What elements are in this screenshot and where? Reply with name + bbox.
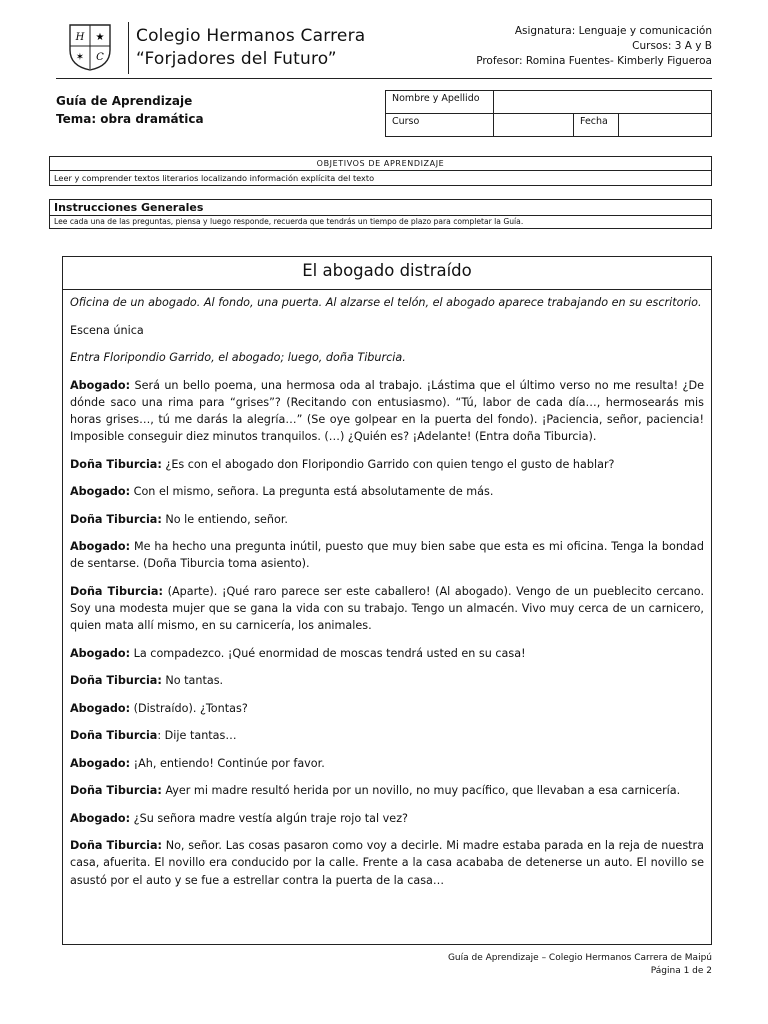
speaker-name: Abogado: — [70, 646, 131, 660]
reading-paragraph — [70, 837, 704, 889]
reading-paragraph — [70, 672, 704, 689]
dialogue-text: No le entiendo, señor. — [161, 512, 288, 526]
reading-title: El abogado distraído — [63, 257, 711, 290]
speaker-name: Abogado: — [70, 485, 131, 499]
speaker-name: Abogado: — [70, 701, 131, 715]
reading-paragraph — [70, 583, 704, 635]
dialogue-text: : Dije tantas… — [157, 729, 237, 743]
speaker-name: Abogado: — [70, 540, 131, 554]
reading-paragraph — [70, 782, 704, 799]
course-field[interactable] — [494, 114, 574, 137]
dialogue-text: Ayer mi madre resultó herida por un novillo, no muy pacífico, que llevaban a esa carnicería. — [161, 784, 681, 798]
dialogue-text: ¿Es con el abogado don Floripondio Garrido con quien tengo el gusto de hablar? — [161, 457, 615, 471]
dialogue-text: (Aparte). ¡Qué raro parece ser este caballero! (Al abogado). Vengo de un pueblecito cercano. Soy una modesta mujer que se gana la vida con su trabajo. Tengo un almacén. Vivo muy cerca de un carnicero, quien mata allí mismo, en su carnicería, los animales. — [70, 584, 705, 633]
svg-text:H: H — [75, 32, 85, 43]
reading-paragraph — [70, 645, 704, 662]
reading-paragraph — [70, 810, 704, 827]
reading-paragraph — [70, 349, 704, 366]
footer-guide-line: Guía de Aprendizaje – Colegio Hermanos Carrera de Maipú — [447, 953, 712, 963]
reading-paragraph — [70, 727, 704, 744]
instructions-heading: Instrucciones Generales — [50, 200, 711, 216]
reading-box — [62, 256, 712, 945]
reading-paragraph — [70, 322, 704, 339]
name-label: Nombre y Apellido — [386, 91, 494, 114]
reading-paragraph — [70, 483, 704, 500]
dialogue-text: Con el mismo, señora. La pregunta está absolutamente de más. — [130, 485, 494, 499]
courses-line: Cursos: 3 A y B — [632, 40, 712, 52]
speaker-name: Doña Tiburcia: — [70, 457, 162, 471]
speaker-name: Abogado: — [70, 378, 131, 392]
objectives-text: Leer y comprender textos literarios localizando información explícita del texto — [54, 173, 375, 183]
dialogue-text: ¿Su señora madre vestía algún traje rojo tal vez? — [130, 811, 408, 825]
dialogue-text: No tantas. — [161, 674, 224, 688]
speaker-name: Doña Tiburcia: — [70, 674, 162, 688]
page-number: Página 1 de 2 — [650, 966, 712, 976]
dialogue-text: (Distraído). ¿Tontas? — [130, 701, 248, 715]
svg-text:★: ★ — [95, 32, 105, 43]
reading-paragraph — [70, 456, 704, 473]
objectives-heading: OBJETIVOS DE APRENDIZAJE — [50, 157, 711, 171]
teacher-line: Profesor: Romina Fuentes- Kimberly Figueroa — [476, 55, 712, 67]
dialogue-text: La compadezco. ¡Qué enormidad de moscas tendrá usted en su casa! — [130, 646, 526, 660]
name-field[interactable] — [494, 91, 712, 114]
dialogue-text: Me ha hecho una pregunta inútil, puesto que muy bien sabe que esta es mi oficina. Tenga la bondad de sentarse. (Doña Tiburcia toma asiento). — [70, 540, 704, 571]
page-footer — [448, 952, 712, 978]
dialogue-text: ¡Ah, entiendo! Continúe por favor. — [130, 756, 325, 770]
speaker-name: Doña Tiburcia: — [70, 839, 162, 853]
header-rule — [56, 78, 712, 79]
date-field[interactable] — [619, 114, 712, 137]
reading-paragraph — [70, 538, 704, 572]
reading-paragraph — [70, 511, 704, 528]
reading-paragraph — [70, 377, 704, 446]
subject-line: Asignatura: Lenguaje y comunicación — [514, 25, 712, 37]
header-divider — [128, 22, 129, 74]
date-label: Fecha — [574, 114, 619, 137]
dialogue-text: No, señor. Las cosas pasaron como voy a decirle. Mi madre estaba parada en la reja de nuestra casa, afuerita. El novillo era conducido por la calle. Frente a la casa acababa de detenerse un auto. El novillo se asustó por el auto y se fue a estrellar contra la puerta de la casa… — [70, 839, 704, 887]
dialogue-text: Entra Floripondio Garrido, el abogado; luego, doña Tiburcia. — [70, 351, 406, 364]
speaker-name: Doña Tiburcia: — [70, 512, 162, 526]
dialogue-text: Será un bello poema, una hermosa oda al trabajo. ¡Lástima que el último verso no me resulta! ¿De dónde saco una rima para “grises”? (Recitando con entusiasmo). “Tú, labor de cada día…, hermosearás mis horas grises…, tú me darás la alegría…” (Se oye golpear en la puerta del fondo). ¡Paciencia, señor, paciencia! Imposible conseguir diez minutos tranquilos. (…) ¿Quién es? ¡Adelante! (Entra doña Tiburcia). — [70, 378, 704, 444]
speaker-name: Doña Tiburcia — [70, 729, 158, 743]
student-info-table — [385, 90, 712, 137]
reading-content — [63, 290, 711, 889]
school-crest-icon — [66, 22, 114, 72]
school-name: Colegio Hermanos Carrera — [136, 26, 366, 46]
reading-paragraph — [70, 294, 704, 311]
speaker-name: Doña Tiburcia: — [70, 584, 163, 598]
dialogue-text: Escena única — [70, 323, 144, 337]
speaker-name: Abogado: — [70, 756, 131, 770]
course-info — [476, 24, 712, 69]
objectives-box — [49, 156, 712, 186]
reading-paragraph — [70, 755, 704, 772]
speaker-name: Doña Tiburcia: — [70, 784, 162, 798]
course-label: Curso — [386, 114, 494, 137]
guide-title: Guía de Aprendizaje — [56, 94, 193, 108]
svg-text:C: C — [96, 52, 104, 63]
speaker-name: Abogado: — [70, 811, 131, 825]
instructions-box — [49, 199, 712, 229]
instructions-text: Lee cada una de las preguntas, piensa y luego responde, recuerda que tendrás un tiempo de plazo para completar la Guía. — [54, 217, 524, 226]
svg-text:✶: ✶ — [75, 52, 85, 63]
dialogue-text: Oficina de un abogado. Al fondo, una puerta. Al alzarse el telón, el abogado aparece trabajando en su escritorio. — [70, 296, 702, 309]
reading-paragraph — [70, 700, 704, 717]
school-motto: “Forjadores del Futuro” — [136, 49, 337, 69]
guide-topic: Tema: obra dramática — [56, 112, 204, 126]
